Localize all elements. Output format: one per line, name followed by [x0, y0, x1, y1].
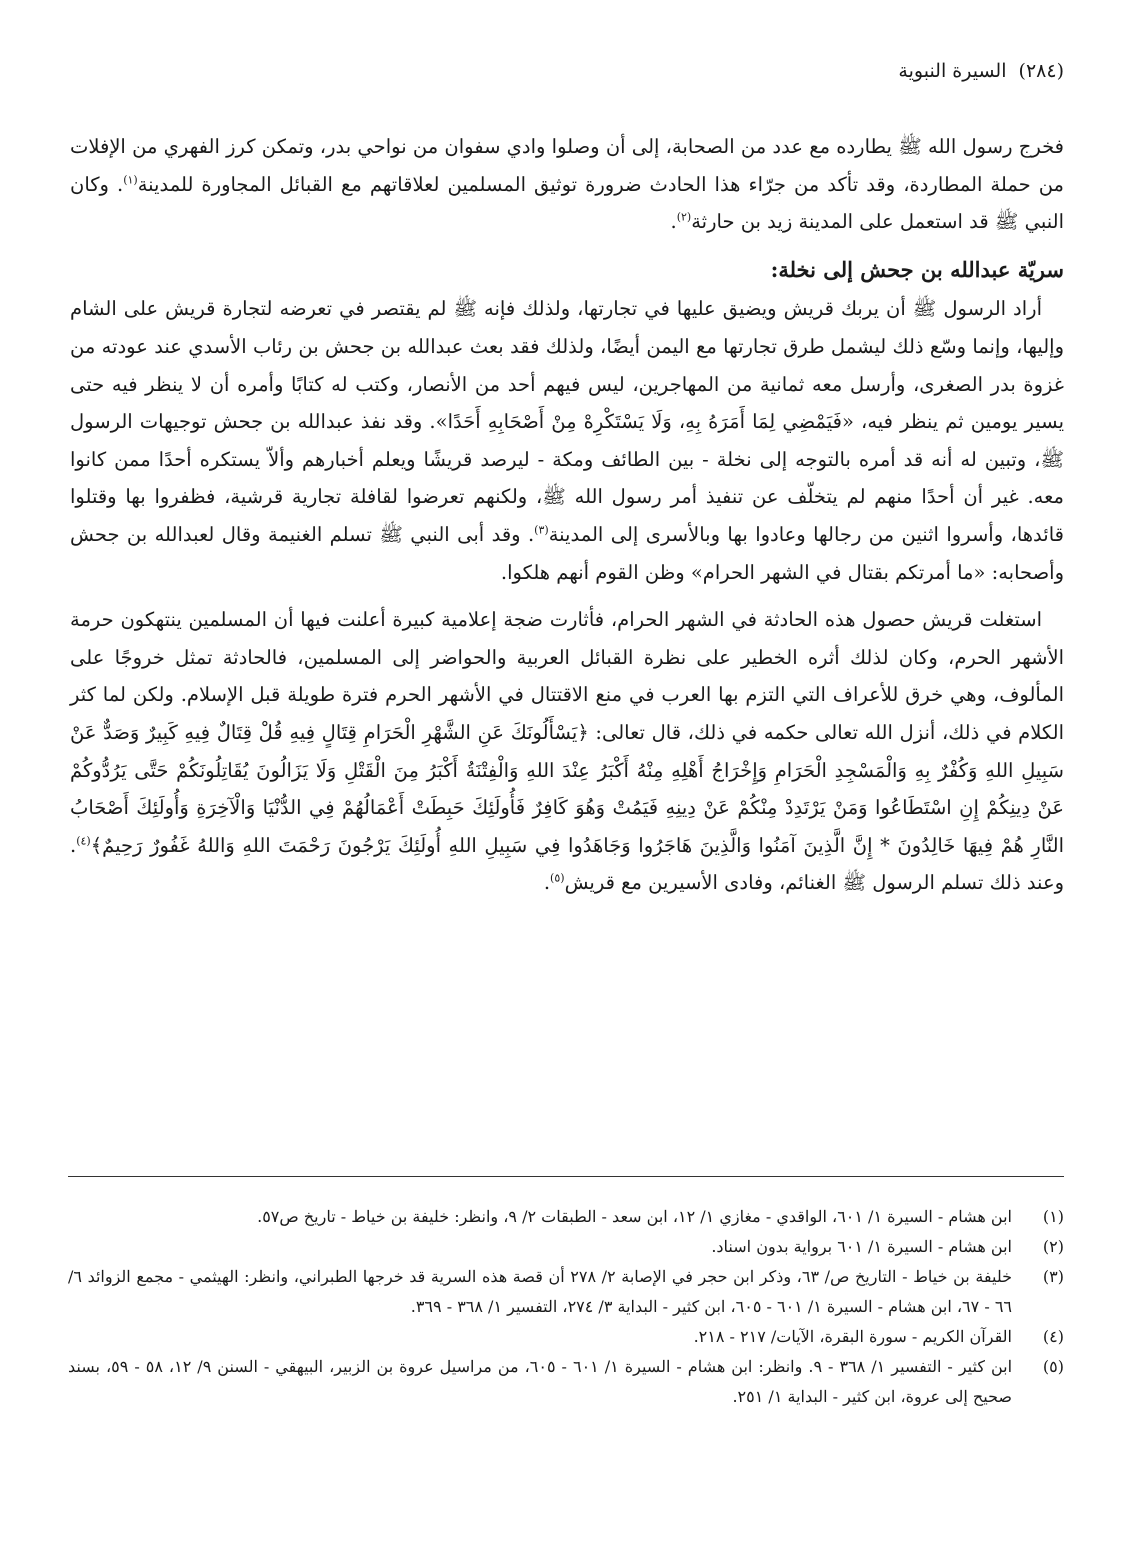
footnote-number: (٤) [1042, 1327, 1064, 1346]
footnote-text: القرآن الكريم - سورة البقرة، الآيات/ ٢١٧ - ٢١٨. [693, 1327, 1012, 1346]
paragraph-2-text-c: . وقد أبى النبي ﷺ تسلم الغنيمة وقال لعبدالله بن جحش وأصحابه: «ما أمرتكم بقتال في الشهر الحرام» وظن القوم أنهم هلكوا. [70, 522, 1064, 584]
footnote [68, 1202, 1064, 1232]
page-number: (٢٨٤) [1018, 60, 1064, 82]
section-title: سريّة عبدالله بن جحش إلى نخلة: [770, 256, 1064, 282]
paragraph-1-text-b: . وكان النبي ﷺ قد استعمل على المدينة زيد بن حارثة [70, 172, 1064, 234]
footnote-text: ابن هشام - السيرة ١/ ٦٠١، الواقدي - مغازي ١/ ١٢، ابن سعد - الطبقات ٢/ ٩، وانظر: خليفة بن خياط - تاريخ ص٥٧. [257, 1207, 1012, 1226]
footnote [68, 1322, 1064, 1352]
paragraph-1-text-c: . [670, 210, 677, 234]
footnote-separator [68, 1176, 1064, 1177]
footnotes [68, 1202, 1064, 1412]
footnote-ref-5: (٥) [550, 871, 565, 885]
footnote [68, 1262, 1064, 1322]
paragraph-1 [70, 128, 1064, 241]
footnote-ref-1: (١) [123, 173, 138, 187]
paragraph-1-text-a: فخرج رسول الله ﷺ يطارده مع عدد من الصحابة، إلى أن وصلوا وادي سفوان من نواحي بدر، وتمكن كرز الفهري من الإفلات من حملة المطاردة، وقد تأكد من جرّاء هذا الحادث ضرورة توثيق المسلمين لعلاقاتهم مع القبائل المجاورة للمدينة [70, 135, 1064, 196]
footnote-number: (٢) [1042, 1237, 1064, 1256]
footnote-text: ابن كثير - التفسير ١/ ٣٦٨ - ٩. وانظر: ابن هشام - السيرة ١/ ٦٠١ - ٦٠٥، من مراسيل عروة بن الزبير، البيهقي - السنن ٩/ ١٢، ٥٨ - ٥٩، بسند صحيح إلى عروة، ابن كثير - البداية ١/ ٢٥١. [68, 1357, 1013, 1406]
paragraph-3 [70, 601, 1064, 902]
paragraph-3-text-c: . [543, 871, 551, 895]
running-header [898, 60, 1064, 82]
footnote [68, 1352, 1064, 1412]
paragraph-2 [70, 290, 1064, 591]
footnote-text: خليفة بن خياط - التاريخ ص/ ٦٣، وذكر ابن حجر في الإصابة ٢/ ٢٧٨ أن قصة هذه السرية قد خرجها الطبراني، وانظر: الهيثمي - مجمع الزوائد ٦/ ٦٦ - ٦٧، ابن هشام - السيرة ١/ ٦٠١ - ٦٠٥، ابن كثير - البداية ٣/ ٢٧٤، التفسير ١/ ٣٦٨ - ٣٦٩. [68, 1267, 1013, 1316]
footnote-text: ابن هشام - السيرة ١/ ٦٠١ برواية بدون اسناد. [711, 1237, 1012, 1256]
paragraph-2-text-b: . وقد نفذ عبدالله بن جحش توجيهات الرسول ﷺ، وتبين له أنه قد أمره بالتوجه إلى نخلة - بين الطائف ومكة - ليرصد قريشًا ويعلم أخبارهم وألاّ يستكره أحدًا ممن كانوا معه. غير أن أحدًا منهم لم يتخلّف عن تنفيذ أمر رسول الله ﷺ، ولكنهم تعرضوا لقافلة تجارية قرشية، فظفروا بها وقتلوا قائدها، وأسروا اثنين من رجالها وعادوا بها وبالأسرى إلى المدينة [70, 410, 1064, 546]
hadith-quote: «فَيَمْضِي لِمَا أَمَرَهُ بِهِ، وَلَا يَسْتَكْرِهْ مِنْ أَصْحَابِهِ أَحَدًا» [435, 410, 854, 434]
footnote-ref-2: (٢) [676, 210, 692, 224]
main-text [70, 128, 1064, 912]
paragraph-3-text-b: . وعند ذلك تسلم الرسول ﷺ الغنائم، وفادى الأسيرين مع قريش [70, 833, 1064, 895]
footnote-number: (٥) [1042, 1357, 1064, 1376]
footnote [68, 1232, 1064, 1262]
footnote-ref-4: (٤) [76, 834, 91, 848]
quran-verse: ﴿يَسْأَلُونَكَ عَنِ الشَّهْرِ الْحَرَامِ قِتَالٍ فِيهِ قُلْ قِتَالٌ فِيهِ كَبِيرٌ وَصَدٌّ عَنْ سَبِيلِ اللهِ وَكُفْرٌ بِهِ وَالْمَسْجِدِ الْحَرَامِ وَإِخْرَاجُ أَهْلِهِ مِنْهُ أَكْبَرُ عِنْدَ اللهِ وَالْفِتْنَةُ أَكْبَرُ مِنَ الْقَتْلِ وَلَا يَزَالُونَ يُقَاتِلُونَكُمْ حَتَّى يَرُدُّوكُمْ عَنْ دِينِكُمْ إِنِ اسْتَطَاعُوا وَمَنْ يَرْتَدِدْ مِنْكُمْ عَنْ دِينِهِ فَيَمُتْ وَهُوَ كَافِرٌ فَأُولَئِكَ حَبِطَتْ أَعْمَالُهُمْ فِي الدُّنْيَا وَالْآخِرَةِ وَأُولَئِكَ أَصْحَابُ النَّارِ هُمْ فِيهَا خَالِدُونَ * إِنَّ الَّذِينَ آمَنُوا وَالَّذِينَ هَاجَرُوا وَجَاهَدُوا فِي سَبِيلِ اللهِ أُولَئِكَ يَرْجُونَ رَحْمَتَ اللهِ وَاللهُ غَفُورٌ رَحِيمٌ﴾ [70, 720, 1064, 857]
book-title: السيرة النبوية [898, 60, 1007, 82]
footnote-number: (٣) [1042, 1267, 1064, 1286]
paragraph-2-text-a: أراد الرسول ﷺ أن يربك قريش ويضيق عليها في تجارتها، ولذلك فإنه ﷺ لم يقتصر في تعرضه لتجارة قريش على الشام وإليها، وإنما وسّع ذلك ليشمل طرق تجارتها مع اليمن أيضًا، ولذلك فقد بعث عبدالله بن جحش بن رئاب الأسدي عند عودته من غزوة بدر الصغرى، وأرسل معه ثمانية من المهاجرين، ليس فيهم أحد من الأنصار، وكتب له كتابًا وأمره أن لا ينظر فيه حتى يسير يومين ثم ينظر فيه، [70, 297, 1064, 434]
paragraph-3-text-a: استغلت قريش حصول هذه الحادثة في الشهر الحرام، فأثارت ضجة إعلامية كبيرة أعلنت فيها أن المسلمين ينتهكون حرمة الأشهر الحرم، وكان لذلك أثره الخطير على نظرة القبائل العربية والحواضر إلى المسلمين، فالحادثة تمثل خروجًا على المألوف، وهي خرق للأعراف التي التزم بها العرب في منع الاقتتال في الأشهر الحرم فترة طويلة قبل الإسلام. ولكن لما كثر الكلام في ذلك، أنزل الله تعالى حكمه في ذلك، قال تعالى: [70, 608, 1064, 744]
footnote-number: (١) [1042, 1207, 1064, 1226]
footnote-ref-3: (٣) [534, 523, 549, 537]
